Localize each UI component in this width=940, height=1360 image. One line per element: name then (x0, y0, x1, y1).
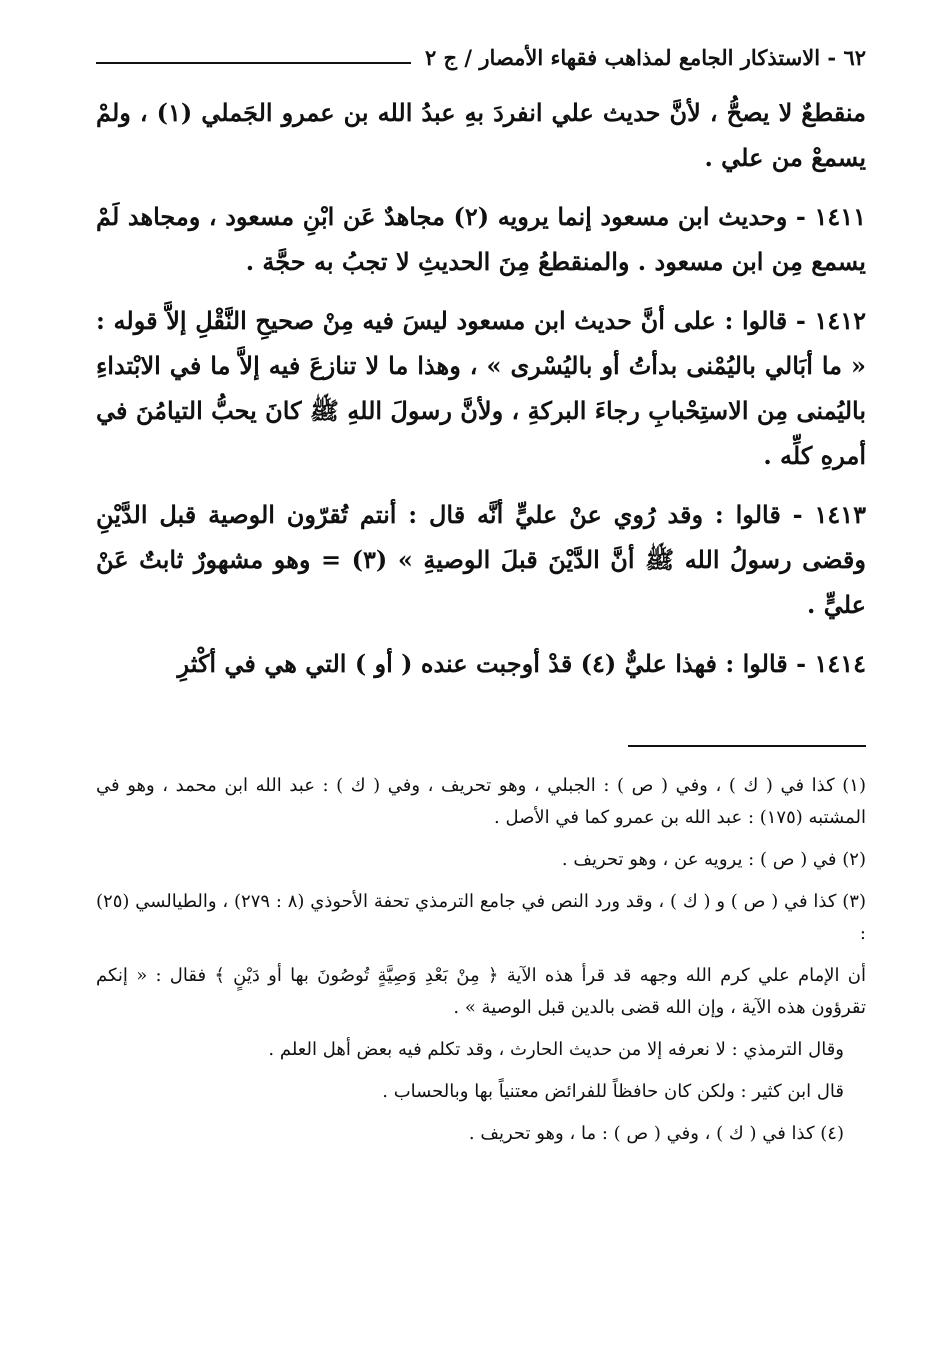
header-rule (96, 62, 411, 64)
paragraph-1412: ١٤١٢ - قالوا : على أنَّ حديث ابن مسعود ليسَ فيه مِنْ صحيحِ النَّقْلِ إلاَّ قوله : « ما أبَالي باليُمْنى بدأتُ أو باليُسْرى » ، وهذا ما لا تنازعَ فيه إلاَّ ما في الابْتداءِ باليُمنى مِن الاستِحْبابِ رجاءَ البركةِ ، ولأنَّ رسولَ اللهِ ﷺ كانَ يحبُّ التيامُنَ في أمرهِ كلِّه . (96, 306, 866, 470)
footnote-3-tirmidhi: وقال الترمذي : لا نعرفه إلا من حديث الحارث ، وقد تكلم فيه بعض أهل العلم . (268, 1039, 844, 1060)
paragraph-1411: ١٤١١ - وحديث ابن مسعود إنما يرويه (٢) مجاهدٌ عَن ابْنِ مسعود ، ومجاهد لَمْ يسمع مِن ابن مسعود . والمنقطعُ مِنَ الحديثِ لا تجبُ به حجَّة . (96, 202, 867, 276)
paragraph-1414: ١٤١٤ - قالوا : فهذا عليٌّ (٤) قدْ أوجبت عنده ( أو ) التي هي في أكْثرِ (177, 649, 866, 678)
paragraph-1413: ١٤١٣ - قالوا : وقد رُوي عنْ عليٍّ أنَّه قال : أنتم تُقرّون الوصية قبل الدَّيْنِ وقضى رسولُ الله ﷺ أنَّ الدَّيْنَ قبلَ الوصيةِ » (٣) = وهو مشهورٌ ثابتٌ عَنْ عليٍّ . (96, 500, 866, 619)
main-text (96, 90, 866, 686)
running-header (96, 34, 866, 68)
footnote-3: (٣) كذا في ( ص ) و ( ك ) ، وقد ورد النص في جامع الترمذي تحفة الأحوذي (٨ : ٢٧٩) ، والطيالسي (٢٥) : (96, 891, 866, 944)
footnotes (96, 770, 866, 1160)
header-title: ٦٢ - الاستذكار الجامع لمذاهب فقهاء الأمصار / ج ٢ (424, 45, 866, 70)
footnote-4: (٤) كذا في ( ك ) ، وفي ( ص ) : ما ، وهو تحريف . (468, 1123, 844, 1144)
footnote-3-quote: أن الإمام علي كرم الله وجهه قد قرأ هذه الآية ﴿ مِنْ بَعْدِ وَصِيَّةٍ تُوصُونَ بها أو دَيْنٍ ﴾ فقال : « إنكم تقرؤون هذه الآية ، وإن الله قضى بالدين قبل الوصية » . (96, 965, 866, 1018)
footnote-3-ibn-kathir: قال ابن كثير : ولكن كان حافظاً للفرائض معتنياً بها وبالحساب . (382, 1081, 844, 1102)
footnote-2: (٢) في ( ص ) : يرويه عن ، وهو تحريف . (561, 849, 866, 870)
footnote-separator (628, 745, 866, 747)
paragraph: منقطعٌ لا يصحُّ ، لأنَّ حديث علي انفردَ بهِ عبدُ الله بن عمرو الجَملي (١) ، ولمْ يسمعْ من علي . (96, 98, 867, 172)
footnote-1: (١) كذا في ( ك ) ، وفي ( ص ) : الجبلي ، وهو تحريف ، وفي ( ك ) : عبد الله ابن محمد ، وهو في المشتبه (١٧٥) : عبد الله بن عمرو كما في الأصل . (96, 775, 866, 828)
